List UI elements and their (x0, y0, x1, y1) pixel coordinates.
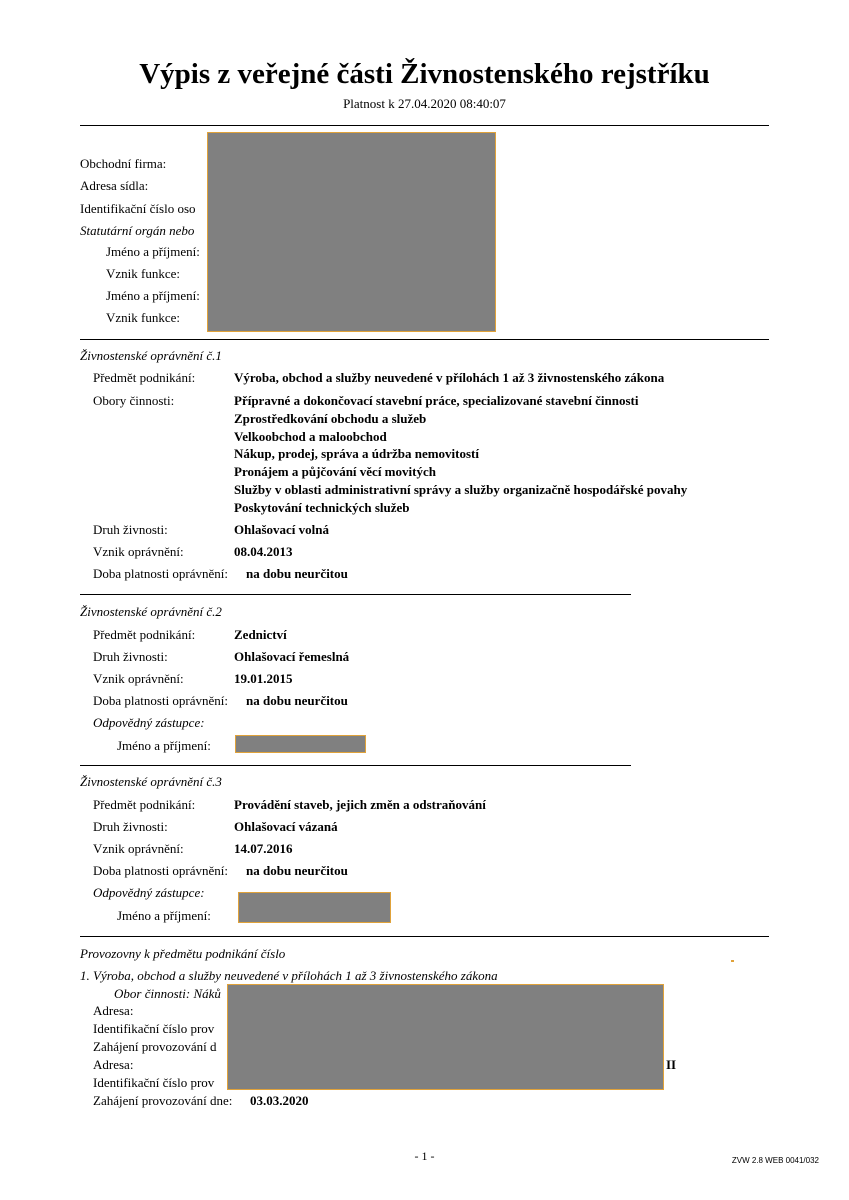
statutory-body-label: Statutární orgán nebo (80, 223, 195, 238)
field-item: Pronájem a půjčování věcí movitých (234, 464, 436, 479)
field-item: Služby v oblasti administrativní správy a služby organizačně hospodářské povahy (234, 482, 688, 497)
establishment-start-label: Zahájení provozování d (93, 1039, 217, 1054)
fields-label: Obory činnosti: (93, 393, 175, 408)
redaction-block (235, 735, 366, 753)
orange-mark (731, 960, 734, 962)
subject-value: Výroba, obchod a služby neuvedené v přílohách 1 až 3 živnostenského zákona (234, 370, 665, 385)
person-name-label: Jméno a příjmení: (106, 244, 200, 259)
subject-label: Předmět podnikání: (93, 797, 196, 812)
field-item: Přípravné a dokončovací stavební práce, specializované stavební činnosti (234, 393, 639, 408)
divider (80, 339, 769, 340)
subject-value: Zednictví (234, 627, 287, 642)
validity-timestamp: Platnost k 27.04.2020 08:40:07 (343, 96, 506, 111)
redaction-block (238, 892, 391, 923)
id-number-label: Identifikační číslo oso (80, 201, 196, 216)
establishment-address-label: Adresa: (93, 1003, 134, 1018)
trade-type-value: Ohlašovací volná (234, 522, 329, 537)
divider (80, 125, 769, 126)
subject-label: Předmět podnikání: (93, 370, 196, 385)
establishment-start-label: Zahájení provozování dne: (93, 1093, 233, 1108)
trade-type-value: Ohlašovací vázaná (234, 819, 338, 834)
representative-name-label: Jméno a příjmení: (117, 908, 211, 923)
establishment-start-value: 03.03.2020 (250, 1093, 309, 1108)
representative-name-label: Jméno a příjmení: (117, 738, 211, 753)
validity-value: na dobu neurčitou (246, 566, 348, 581)
redaction-block (227, 984, 664, 1090)
establishment-id-label: Identifikační číslo prov (93, 1075, 215, 1090)
trade-type-value: Ohlašovací řemeslná (234, 649, 350, 664)
origin-value: 19.01.2015 (234, 671, 293, 686)
establishments-heading: Provozovny k předmětu podnikání číslo (80, 946, 286, 961)
subject-value: Provádění staveb, jejich změn a odstraňování (234, 797, 486, 812)
field-item: Velkoobchod a maloobchod (234, 429, 387, 444)
origin-label: Vznik oprávnění: (93, 841, 184, 856)
field-item: Poskytování technických služeb (234, 500, 410, 515)
establishment-id-label: Identifikační číslo prov (93, 1021, 215, 1036)
validity-label: Doba platnosti oprávnění: (93, 566, 229, 581)
form-code: ZVW 2.8 WEB 0041/032 (731, 1156, 819, 1165)
representative-label: Odpovědný zástupce: (93, 715, 205, 730)
trade-type-label: Druh živnosti: (93, 649, 168, 664)
license-heading: Živnostenské oprávnění č.2 (80, 604, 222, 619)
document-title: Výpis z veřejné části Živnostenského rejstříku (139, 58, 710, 90)
establishment-item-heading: 1. Výroba, obchod a služby neuvedené v přílohách 1 až 3 živnostenského zákona (80, 968, 498, 983)
seat-address-label: Adresa sídla: (80, 178, 149, 193)
license-heading: Živnostenské oprávnění č.3 (80, 774, 222, 789)
page-number: - 1 - (414, 1149, 435, 1163)
redaction-block (207, 132, 496, 332)
function-start-label: Vznik funkce: (106, 266, 181, 281)
establishment-field-label: Obor činnosti: Náků (114, 986, 221, 1001)
validity-value: na dobu neurčitou (246, 693, 348, 708)
divider (80, 936, 769, 937)
origin-value: 14.07.2016 (234, 841, 293, 856)
establishment-address-label: Adresa: (93, 1057, 134, 1072)
origin-label: Vznik oprávnění: (93, 544, 184, 559)
validity-value: na dobu neurčitou (246, 863, 348, 878)
person-name-label: Jméno a příjmení: (106, 288, 200, 303)
representative-label: Odpovědný zástupce: (93, 885, 205, 900)
origin-label: Vznik oprávnění: (93, 671, 184, 686)
trade-type-label: Druh živnosti: (93, 522, 168, 537)
business-name-label: Obchodní firma: (80, 156, 167, 171)
trade-type-label: Druh živnosti: (93, 819, 168, 834)
function-start-label: Vznik funkce: (106, 310, 181, 325)
field-item: Zprostředkování obchodu a služeb (234, 411, 427, 426)
origin-value: 08.04.2013 (234, 544, 293, 559)
divider (80, 765, 631, 766)
validity-label: Doba platnosti oprávnění: (93, 693, 229, 708)
validity-label: Doba platnosti oprávnění: (93, 863, 229, 878)
license-heading: Živnostenské oprávnění č.1 (80, 348, 222, 363)
field-item: Nákup, prodej, správa a údržba nemovitostí (234, 446, 479, 461)
subject-label: Předmět podnikání: (93, 627, 196, 642)
establishment-address-tail: II (666, 1057, 677, 1072)
divider (80, 594, 631, 595)
